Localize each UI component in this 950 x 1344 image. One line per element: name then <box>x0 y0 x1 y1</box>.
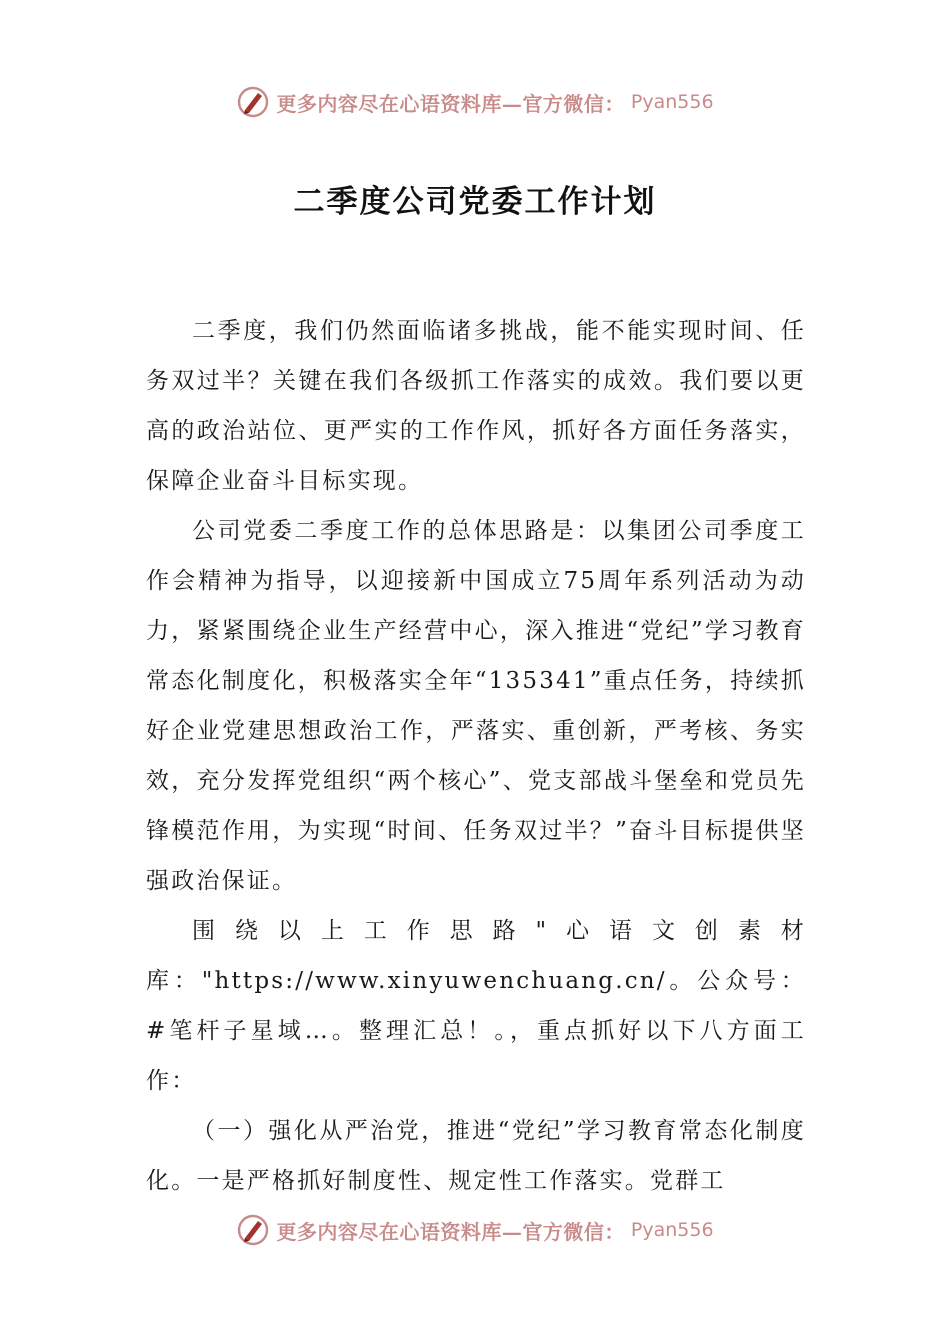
pen-logo-icon <box>236 85 270 119</box>
banner-contact: Pyan556 <box>630 91 714 113</box>
banner-text: 更多内容尽在心语资料库—官方微信： <box>276 1219 625 1244</box>
document-body <box>146 306 806 1206</box>
paragraph: 二季度，我们仍然面临诸多挑战，能不能实现时间、任务双过半？关键在我们各级抓工作落实的成效。我们要以更高的政治站位、更严实的工作作风，抓好各方面任务落实，保障企业奋斗目标实现。 <box>146 318 806 494</box>
footer-watermark-banner <box>0 1210 950 1250</box>
header-watermark-banner <box>0 82 950 122</box>
document-title: 二季度公司党委工作计划 <box>293 184 657 220</box>
paragraph: 公司党委二季度工作的总体思路是：以集团公司季度工作会精神为指导，以迎接新中国成立75周年系列活动为动力，紧紧围绕企业生产经营中心，深入推进“党纪”学习教育常态化制度化，积极落实全年“135341”重点任务，持续抓好企业党建思想政治工作，严落实、重创新，严考核、务实效，充分发挥党组织“两个核心”、党支部战斗堡垒和党员先锋模范作用，为实现“时间、任务双过半？”奋斗目标提供坚强政治保证。 <box>146 518 806 894</box>
banner-text: 更多内容尽在心语资料库—官方微信： <box>276 91 625 116</box>
paragraph: （一）强化从严治党，推进“党纪”学习教育常态化制度化。一是严格抓好制度性、规定性工作落实。党群工 <box>146 1118 806 1194</box>
banner-contact: Pyan556 <box>630 1219 714 1241</box>
pen-logo-icon <box>236 1213 270 1247</box>
paragraph: 围绕以上工作思路"心语文创素材库："https://www.xinyuwenchuang.cn/。公众号：#笔杆子星域…。整理汇总！。，重点抓好以下八方面工作： <box>146 918 806 1094</box>
